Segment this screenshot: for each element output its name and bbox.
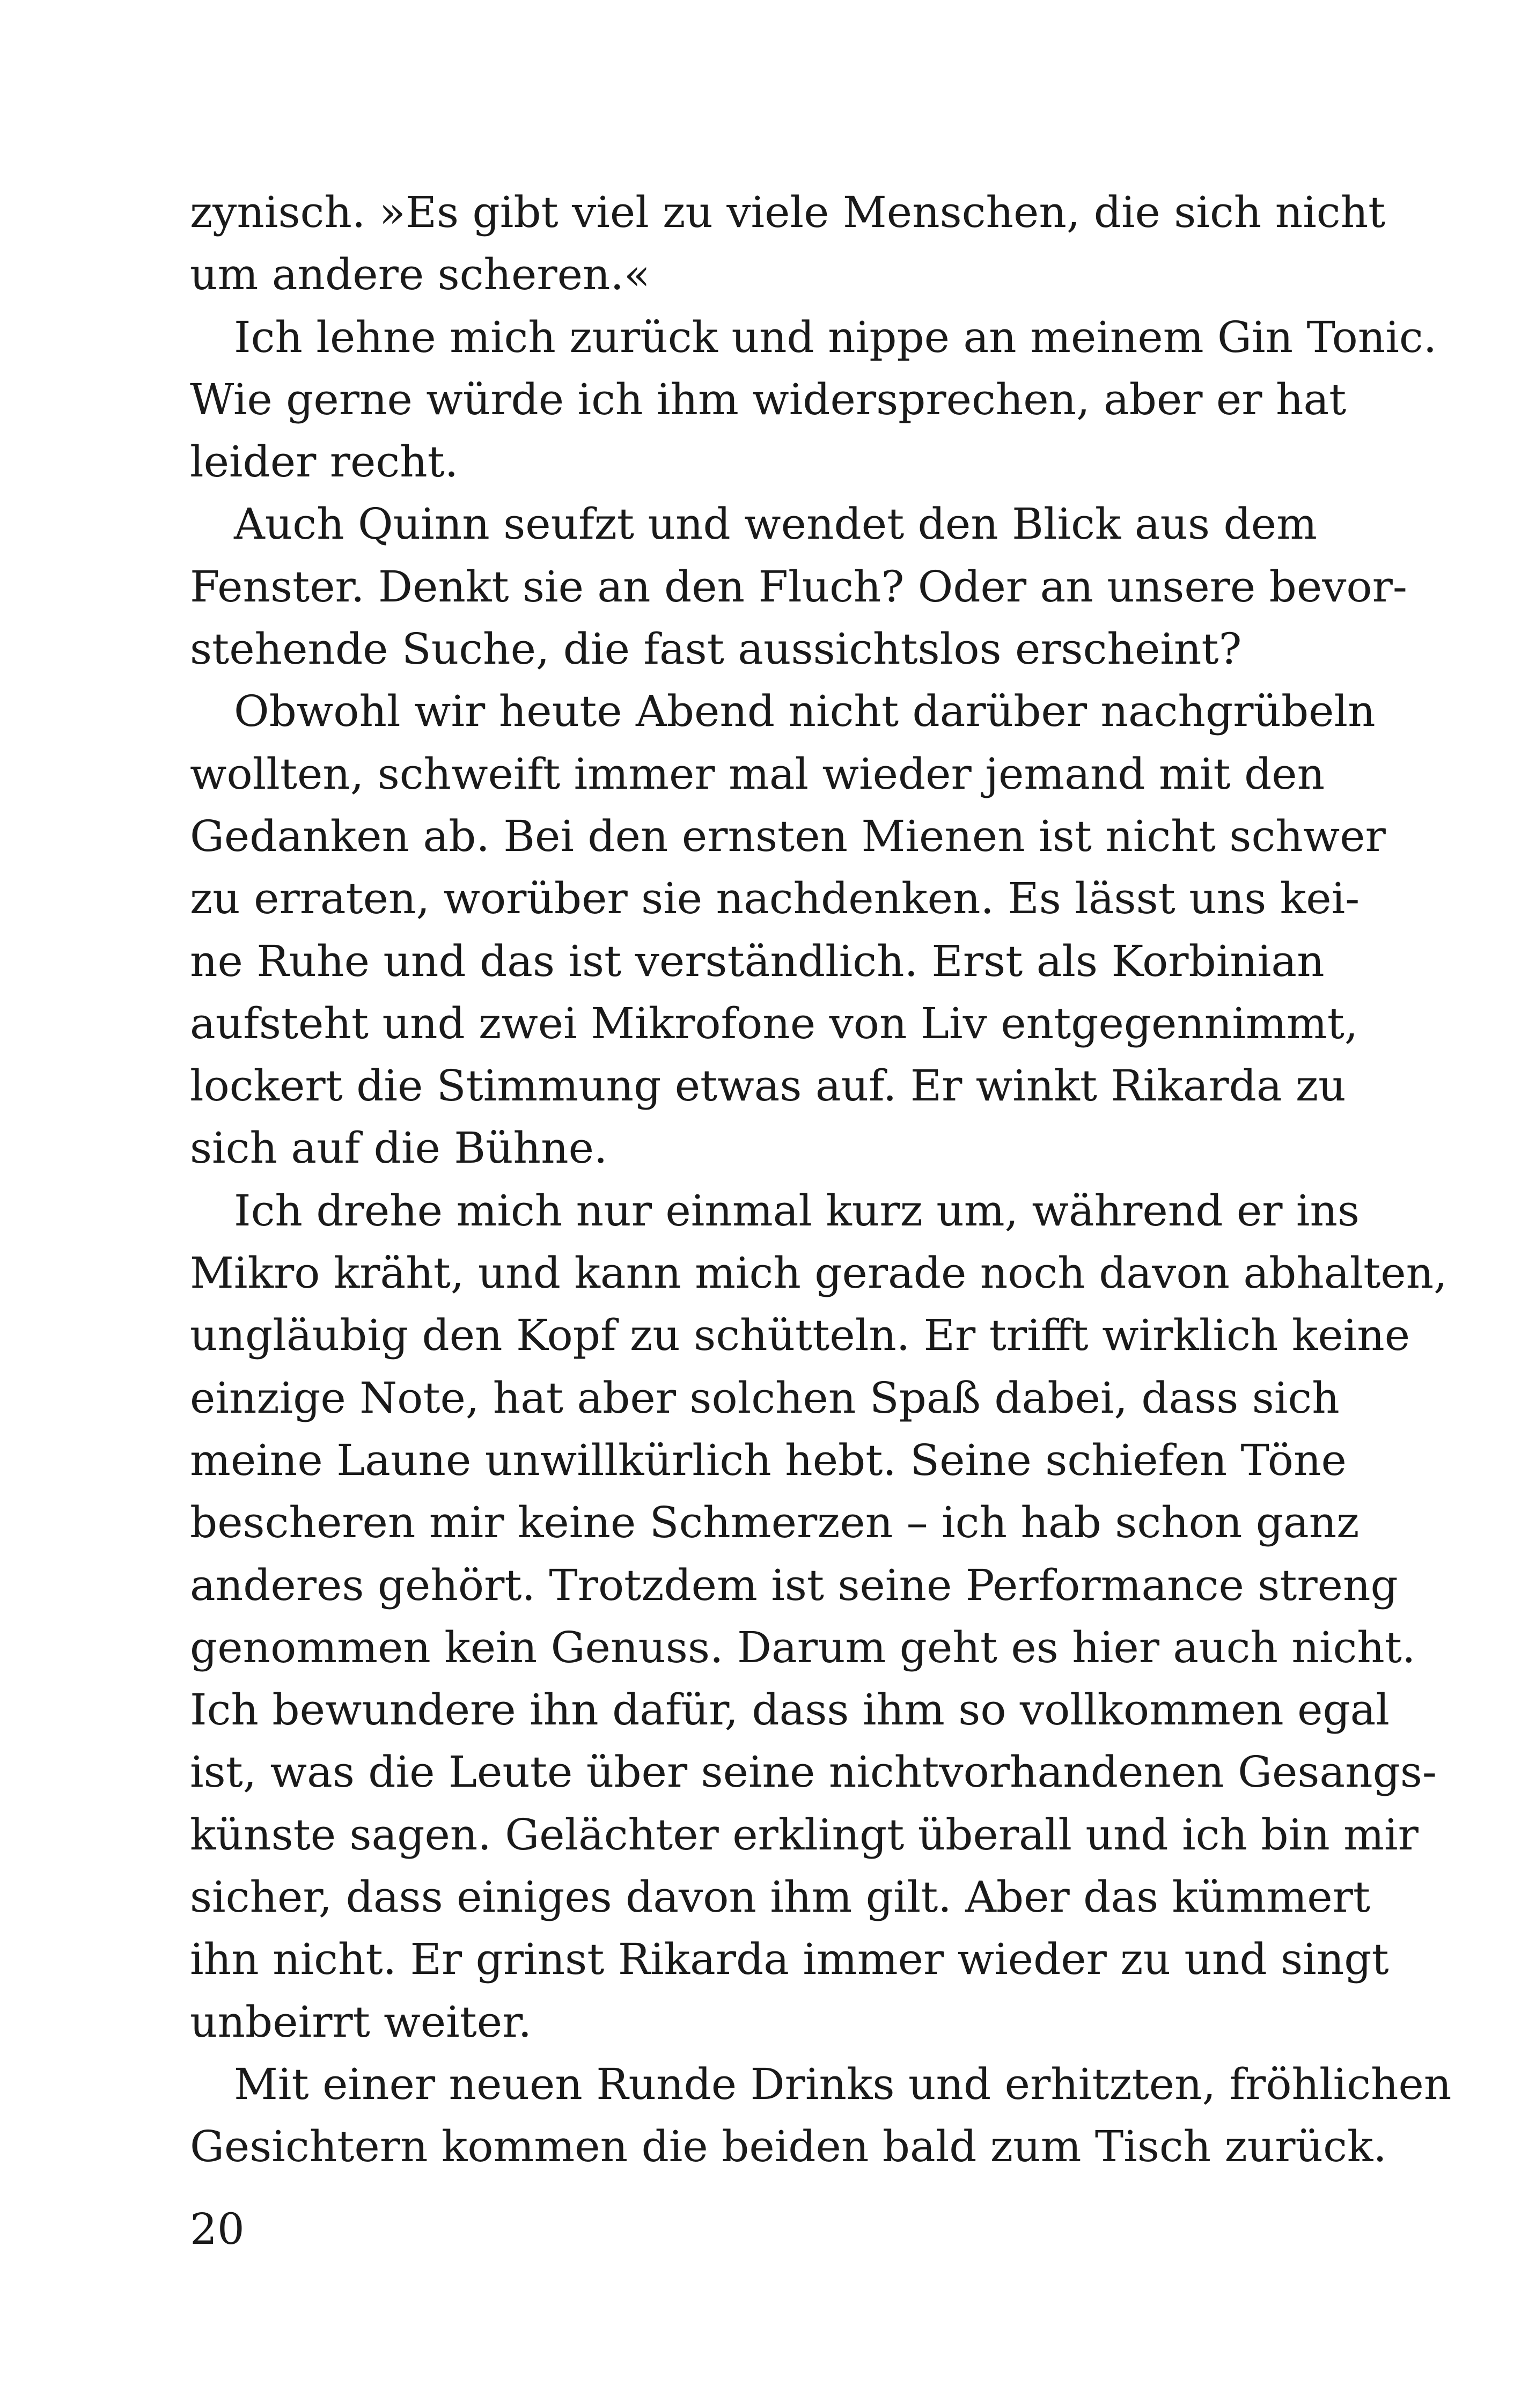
page-number: 20: [190, 2204, 245, 2254]
text-line: bescheren mir keine Schmerzen – ich hab schon ganz: [190, 1497, 1360, 1548]
text-line: Gesichtern kommen die beiden bald zum Tisch zurück.: [190, 2121, 1387, 2172]
text-line: stehende Suche, die fast aussichtslos erscheint?: [190, 624, 1242, 674]
text-line: Mit einer neuen Runde Drinks und erhitzten, fröhlichen: [234, 2059, 1452, 2109]
paragraph: [190, 493, 1407, 680]
text-line: Fenster. Denkt sie an den Fluch? Oder an unsere bevor-: [190, 561, 1407, 612]
text-line: wollten, schweift immer mal wieder jemand mit den: [190, 748, 1325, 799]
text-line: Ich bewundere ihn dafür, dass ihm so vollkommen egal: [190, 1685, 1390, 1735]
text-line: ihn nicht. Er grinst Rikarda immer wieder zu und singt: [190, 1934, 1389, 1985]
text-line: sicher, dass einiges davon ihm gilt. Aber das kümmert: [190, 1872, 1370, 1922]
text-line: sich auf die Bühne.: [190, 1123, 608, 1173]
text-line: Ich drehe mich nur einmal kurz um, während er ins: [234, 1185, 1360, 1236]
text-line: künste sagen. Gelächter erklingt überall und ich bin mir: [190, 1809, 1419, 1860]
text-line: um andere scheren.«: [190, 249, 650, 300]
text-line: aufsteht und zwei Mikrofone von Liv entgegennimmt,: [190, 998, 1358, 1048]
text-line: zynisch. »Es gibt viel zu viele Menschen, die sich nicht: [190, 187, 1386, 237]
paragraph: [190, 680, 1386, 1179]
paragraph: [190, 306, 1437, 494]
text-line: genommen kein Genuss. Darum geht es hier auch nicht.: [190, 1622, 1416, 1672]
text-line: Obwohl wir heute Abend nicht darüber nachgrübeln: [234, 686, 1376, 737]
text-line: Ich lehne mich zurück und nippe an meinem Gin Tonic.: [234, 312, 1437, 362]
text-line: lockert die Stimmung etwas auf. Er winkt Rikarda zu: [190, 1061, 1346, 1111]
text-line: ne Ruhe und das ist verständlich. Erst als Korbinian: [190, 936, 1325, 986]
paragraph: [190, 181, 1386, 306]
text-line: Wie gerne würde ich ihm widersprechen, aber er hat: [190, 374, 1347, 424]
body-text: [190, 181, 1452, 2178]
text-line: Auch Quinn seufzt und wendet den Blick aus dem: [234, 499, 1317, 549]
text-line: anderes gehört. Trotzdem ist seine Performance streng: [190, 1560, 1398, 1610]
text-line: ist, was die Leute über seine nichtvorhandenen Gesangs-: [190, 1747, 1437, 1797]
text-line: Gedanken ab. Bei den ernsten Mienen ist nicht schwer: [190, 811, 1386, 861]
text-line: Mikro kräht, und kann mich gerade noch davon abhalten,: [190, 1248, 1447, 1298]
text-line: ungläubig den Kopf zu schütteln. Er trifft wirklich keine: [190, 1310, 1410, 1361]
paragraph: [190, 1180, 1447, 2053]
text-line: einzige Note, hat aber solchen Spaß dabei, dass sich: [190, 1372, 1340, 1423]
text-line: meine Laune unwillkürlich hebt. Seine schiefen Töne: [190, 1435, 1347, 1485]
text-line: zu erraten, worüber sie nachdenken. Es lässt uns kei-: [190, 873, 1360, 924]
text-line: unbeirrt weiter.: [190, 1996, 532, 2047]
paragraph: [190, 2053, 1452, 2178]
text-line: leider recht.: [190, 437, 459, 487]
